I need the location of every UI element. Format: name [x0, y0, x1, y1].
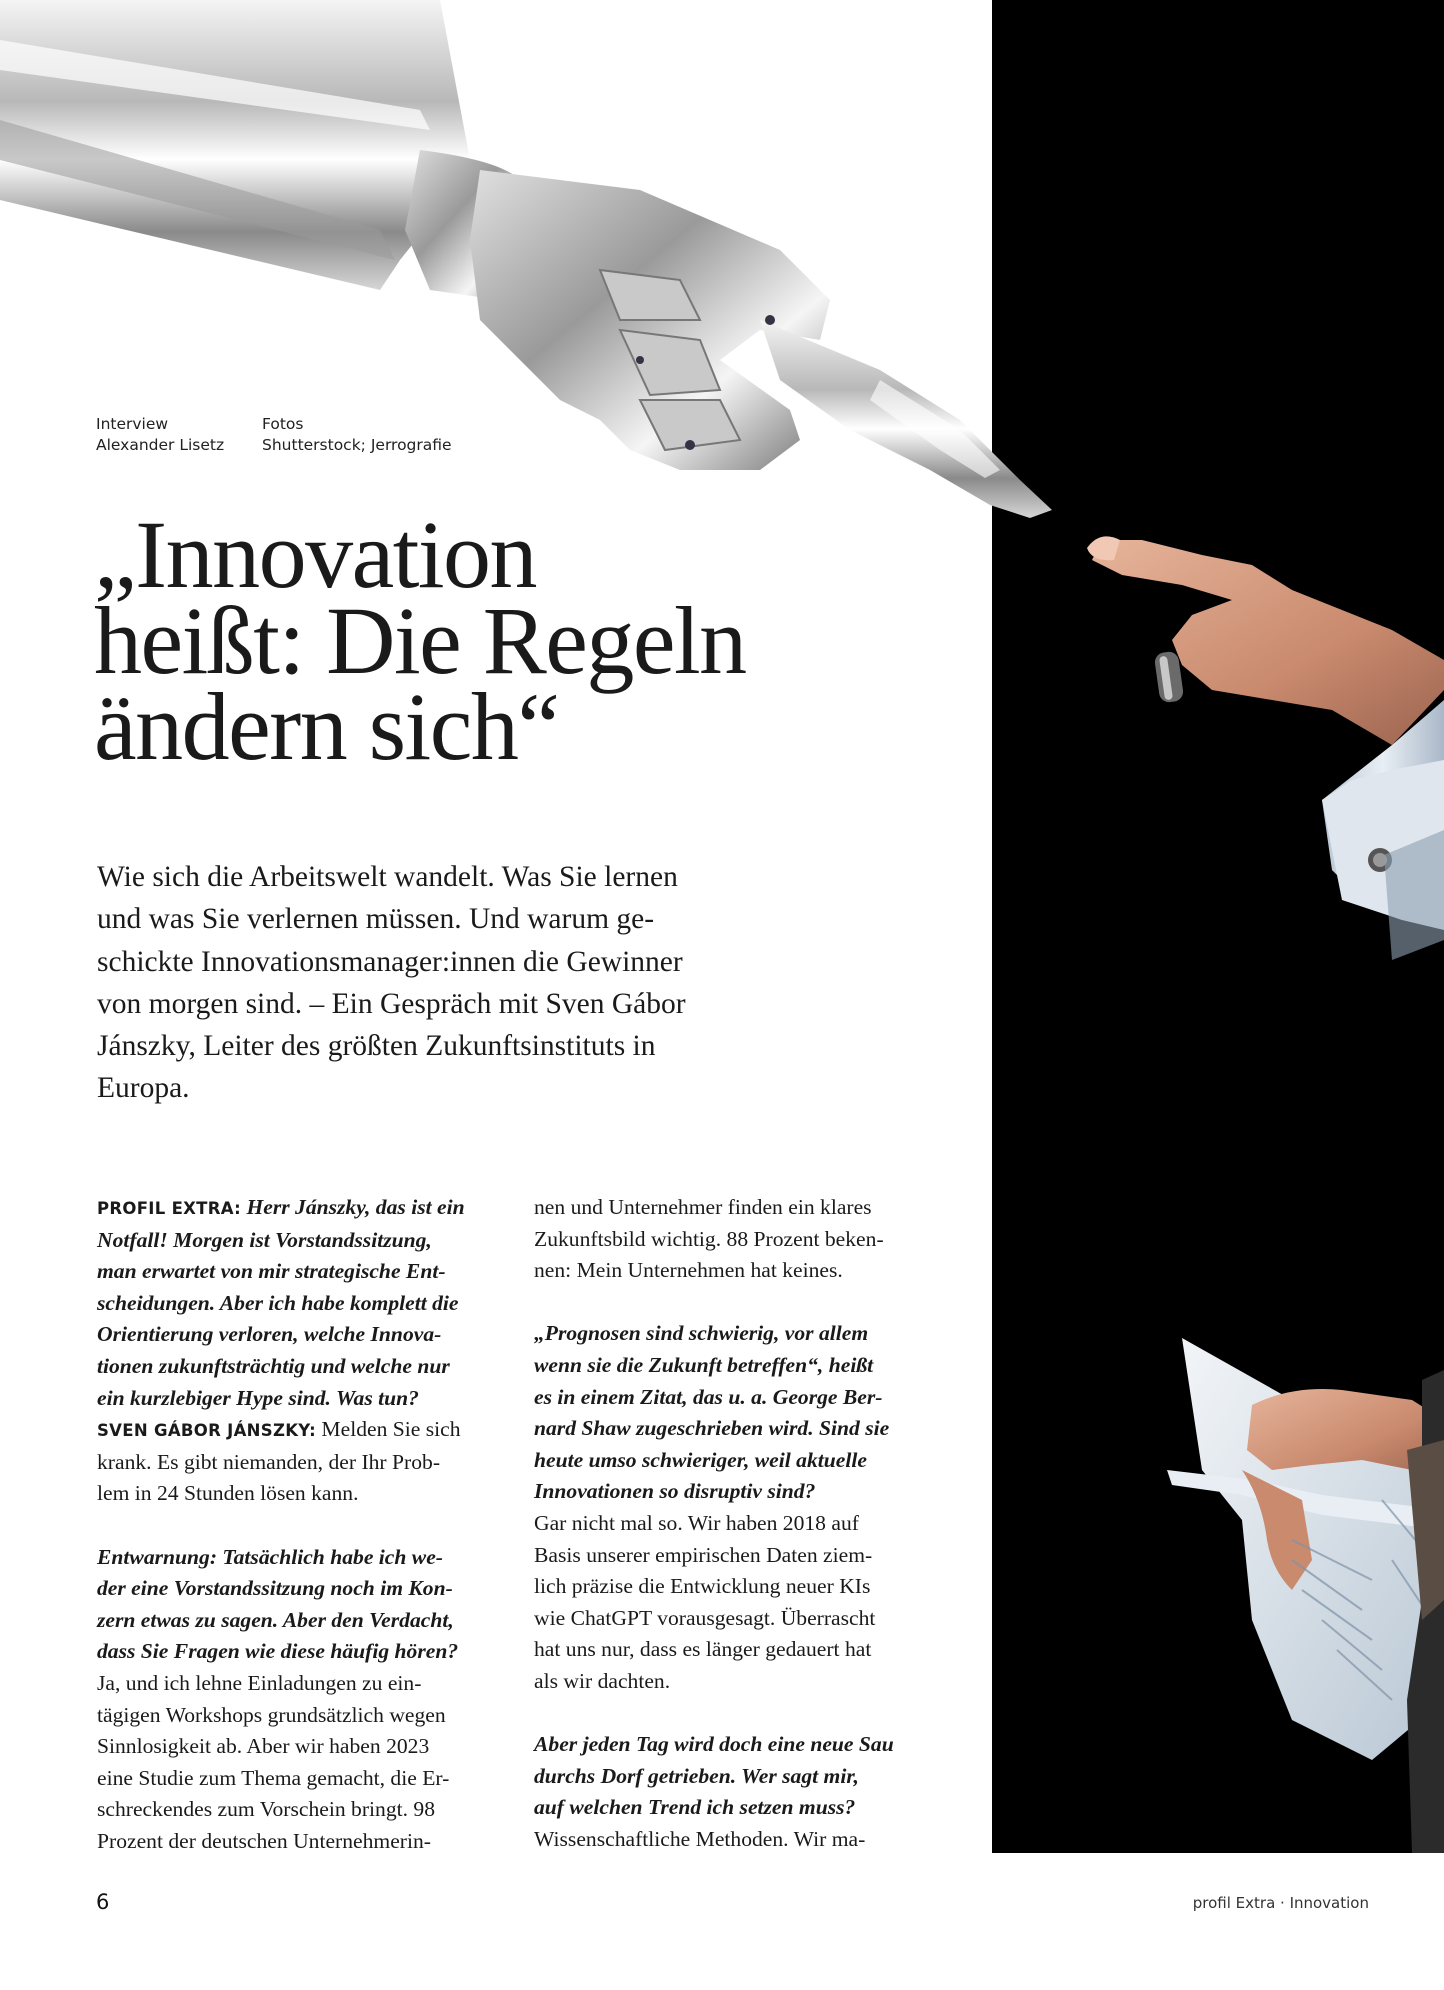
- answer-line: lem in 24 Stunden lösen kann.: [97, 1481, 359, 1506]
- question-line: es in einem Zitat, das u. a. George Ber-: [534, 1384, 883, 1409]
- lead-line: Europa.: [97, 1072, 190, 1105]
- question-line: scheidungen. Aber ich habe komplett die: [97, 1290, 459, 1315]
- question-line: wenn sie die Zukunft betreffen“, heißt: [534, 1352, 874, 1377]
- lead-line: Jánszky, Leiter des größten Zukunftsinstituts in: [97, 1030, 656, 1063]
- photos-label: Fotos: [262, 415, 304, 433]
- paragraph-gap: [97, 1510, 517, 1542]
- question-line: zern etwas zu sagen. Aber den Verdacht,: [97, 1607, 454, 1632]
- question-text: Herr Jánszky, das ist ein: [246, 1195, 465, 1219]
- answer-line: Gar nicht mal so. Wir haben 2018 auf: [534, 1510, 859, 1535]
- question-text: Notfall! Morgen ist Vorstandssitzung,: [97, 1227, 432, 1252]
- lead-line: von morgen sind. – Ein Gespräch mit Sven Gábor: [97, 987, 686, 1020]
- question-line: Aber jeden Tag wird doch eine neue Sau: [534, 1732, 894, 1757]
- headline-line: „Innovation: [94, 501, 537, 608]
- photos-name: Shutterstock; Jerrografie: [262, 436, 452, 454]
- answer-line: eine Studie zum Thema gemacht, die Er-: [97, 1765, 450, 1790]
- answer-line: [97, 1414, 517, 1447]
- answer-line: schreckendes zum Vorschein bringt. 98: [97, 1797, 436, 1822]
- answer-line: nen: Mein Unternehmen hat keines.: [534, 1258, 843, 1283]
- question-line: Orientierung verloren, welche Innova-: [97, 1322, 442, 1347]
- page-number: 6: [96, 1890, 110, 1914]
- answer-line: lich präzise die Entwicklung neuer KIs: [534, 1574, 871, 1599]
- paragraph-gap: [534, 1287, 954, 1319]
- question-line: heute umso schwieriger, weil aktuelle: [534, 1447, 867, 1472]
- question-line: durchs Dorf getrieben. Wer sagt mir,: [534, 1763, 859, 1788]
- lead-line: Wie sich die Arbeitswelt wandelt. Was Sie lernen: [97, 861, 678, 893]
- question-line: „Prognosen sind schwierig, vor allem: [534, 1321, 869, 1346]
- question-line: der eine Vorstandssitzung noch im Kon-: [97, 1576, 453, 1601]
- interview-label: Interview: [96, 415, 169, 433]
- question-line: auf welchen Trend ich setzen muss?: [534, 1795, 856, 1820]
- article-column-right: [534, 1192, 954, 1855]
- paragraph-gap: [534, 1698, 954, 1730]
- speaker-label: SVEN GÁBOR JÁNSZKY:: [97, 1421, 317, 1441]
- answer-line: Basis unserer empirischen Daten ziem-: [534, 1542, 873, 1567]
- question-line: ein kurzlebiger Hype sind. Was tun?: [97, 1385, 419, 1410]
- answer-line: Prozent der deutschen Unternehmerin-: [97, 1828, 431, 1853]
- hands-with-paper: [1167, 1338, 1444, 1853]
- answer-line: Sinnlosigkeit ab. Aber wir haben 2023: [97, 1734, 430, 1759]
- question-line: tionen zukunftsträchtig und welche nur: [97, 1353, 450, 1378]
- lead-line: und was Sie verlernen müssen. Und warum ge-: [97, 903, 655, 936]
- question-line: nard Shaw zugeschrieben wird. Sind sie: [534, 1416, 890, 1441]
- answer-text: Melden Sie sich: [321, 1417, 461, 1442]
- lead-paragraph: [97, 856, 797, 1110]
- answer-line: tägigen Workshops grundsätzlich wegen: [97, 1702, 446, 1727]
- lead-line: schickte Innovationsmanager:innen die Gewinner: [97, 945, 683, 978]
- answer-line: krank. Es gibt niemanden, der Ihr Prob-: [97, 1449, 441, 1474]
- answer-line: hat uns nur, dass es länger gedauert hat: [534, 1637, 872, 1662]
- photo-credit: [262, 414, 452, 456]
- question-line: man erwartet von mir strategische Ent-: [97, 1259, 446, 1284]
- question-line: Entwarnung: Tatsächlich habe ich we-: [97, 1544, 443, 1569]
- answer-line: Zukunftsbild wichtig. 88 Prozent beken-: [534, 1226, 884, 1251]
- speaker-label: PROFIL EXTRA:: [97, 1199, 242, 1218]
- answer-line: wie ChatGPT vorausgesagt. Überrascht: [534, 1605, 876, 1630]
- interview-name: Alexander Lisetz: [96, 436, 225, 454]
- answer-line: Wissenschaftliche Methoden. Wir ma-: [534, 1826, 866, 1851]
- question-line: dass Sie Fragen wie diese häufig hören?: [97, 1639, 459, 1664]
- answer-line: als wir dachten.: [534, 1668, 671, 1693]
- question-line: [97, 1225, 517, 1257]
- interview-credit: [96, 414, 224, 456]
- article-column-left: [97, 1192, 517, 1857]
- question-line: [97, 1192, 517, 1225]
- answer-line: Ja, und ich lehne Einladungen zu ein-: [97, 1670, 422, 1695]
- publication-footer: profil Extra · Innovation: [1192, 1894, 1369, 1912]
- answer-line: nen und Unternehmer finden ein klares: [534, 1195, 872, 1219]
- headline: [94, 501, 794, 780]
- pointing-hand: [1087, 536, 1444, 960]
- headline-line: heißt: Die Regeln: [94, 587, 746, 694]
- headline-line: ändern sich“: [94, 673, 559, 780]
- question-line: Innovationen so disruptiv sind?: [534, 1479, 816, 1504]
